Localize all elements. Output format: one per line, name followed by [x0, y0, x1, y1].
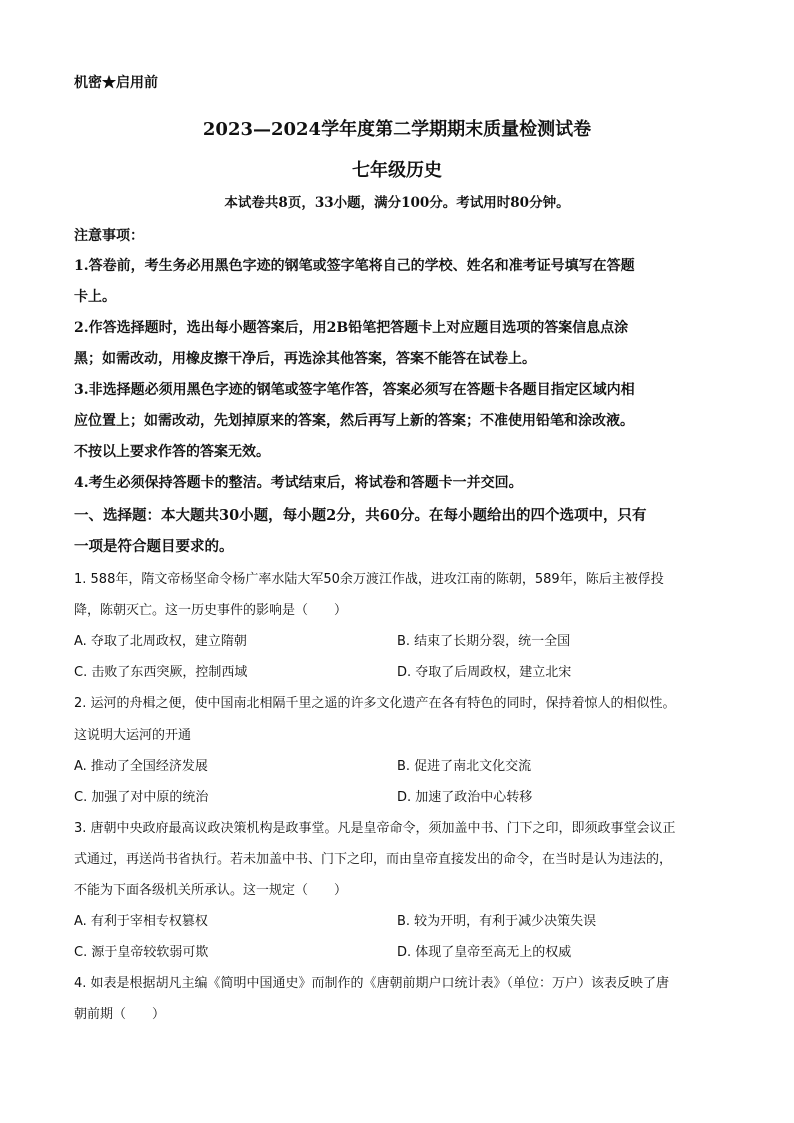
note-line: 1.答卷前，考生务必用黑色字迹的钢笔或签字笔将自己的学校、姓名和准考证号填写在答题: [74, 258, 635, 274]
note-line: 不按以上要求作答的答案无效。: [74, 444, 270, 460]
question-1-text: 降，陈朝灭亡。这一历史事件的影响是（ ）: [74, 603, 348, 618]
question-2-option-c: C. 加强了对中原的统治: [74, 790, 209, 805]
note-line: 4.考生必须保持答题卡的整洁。考试结束后，将试卷和答题卡一并交回。: [74, 475, 523, 491]
question-3-option-d: D. 体现了皇帝至高无上的权威: [397, 945, 572, 960]
question-2-option-a: A. 推动了全国经济发展: [74, 759, 208, 774]
question-1-option-c: C. 击败了东西突厥，控制西域: [74, 665, 248, 680]
question-1-option-b: B. 结束了长期分裂，统一全国: [397, 634, 571, 649]
question-3-text: 式通过，再送尚书省执行。若未加盖中书、门下之印，而由皇帝直接发出的命令，在当时是认为违法的，: [74, 852, 673, 867]
question-1-option-a: A. 夺取了北周政权，建立隋朝: [74, 634, 247, 649]
question-3-option-c: C. 源于皇帝较软弱可欺: [74, 945, 209, 960]
note-line: 应位置上；如需改动，先划掉原来的答案，然后再写上新的答案；不准使用铅笔和涂改液。: [74, 413, 634, 429]
exam-title: 2023—2024学年度第二学期期末质量检测试卷: [202, 119, 592, 140]
notes-heading: 注意事项：: [74, 228, 144, 244]
question-2-text: 2. 运河的舟楫之便，使中国南北相隔千里之遥的许多文化遗产在各有特色的同时，保持着惊人的相似性。: [74, 696, 676, 711]
section-heading: 一项是符合题目要求的。: [74, 538, 234, 555]
note-line: 黑；如需改动，用橡皮擦干净后，再选涂其他答案，答案不能答在试卷上。: [74, 351, 536, 367]
question-1-text: 1. 588年，隋文帝杨坚命令杨广率水陆大军50余万渡江作战，进攻江南的陈朝，589年，陈后主被俘投: [74, 572, 664, 587]
question-3-text: 3. 唐朝中央政府最高议政决策机构是政事堂。凡是皇帝命令，须加盖中书、门下之印，即须政事堂会议正: [74, 821, 676, 836]
question-3-option-b: B. 较为开明，有利于减少决策失误: [397, 914, 597, 929]
note-line: 3.非选择题必须用黑色字迹的钢笔或签字笔作答，答案必须写在答题卡各题目指定区域内相: [74, 382, 635, 398]
question-3-text: 不能为下面各级机关所承认。这一规定（ ）: [74, 883, 348, 898]
question-3-option-a: A. 有利于宰相专权篡权: [74, 914, 208, 929]
question-2-option-b: B. 促进了南北文化交流: [397, 759, 532, 774]
note-line: 2.作答选择题时，选出每小题答案后，用2B铅笔把答题卡上对应题目选项的答案信息点涂: [74, 320, 629, 336]
section-heading: 一、选择题：本大题共30小题，每小题2分，共60分。在每小题给出的四个选项中，只有: [74, 507, 647, 524]
question-2-option-d: D. 加速了政治中心转移: [397, 790, 533, 805]
note-line: 卡上。: [74, 289, 116, 305]
question-1-option-d: D. 夺取了后周政权，建立北宋: [397, 665, 572, 680]
question-4-text: 朝前期（ ）: [74, 1007, 166, 1022]
confidential-label: 机密★启用前: [74, 75, 158, 91]
exam-info: 本试卷共8页，33小题，满分100分。考试用时80分钟。: [224, 195, 570, 211]
question-4-text: 4. 如表是根据胡凡主编《简明中国通史》而制作的《唐朝前期户口统计表》（单位：万户）该表反映了唐: [74, 976, 670, 991]
question-2-text: 这说明大运河的开通: [74, 728, 192, 743]
exam-subject: 七年级历史: [352, 160, 442, 181]
